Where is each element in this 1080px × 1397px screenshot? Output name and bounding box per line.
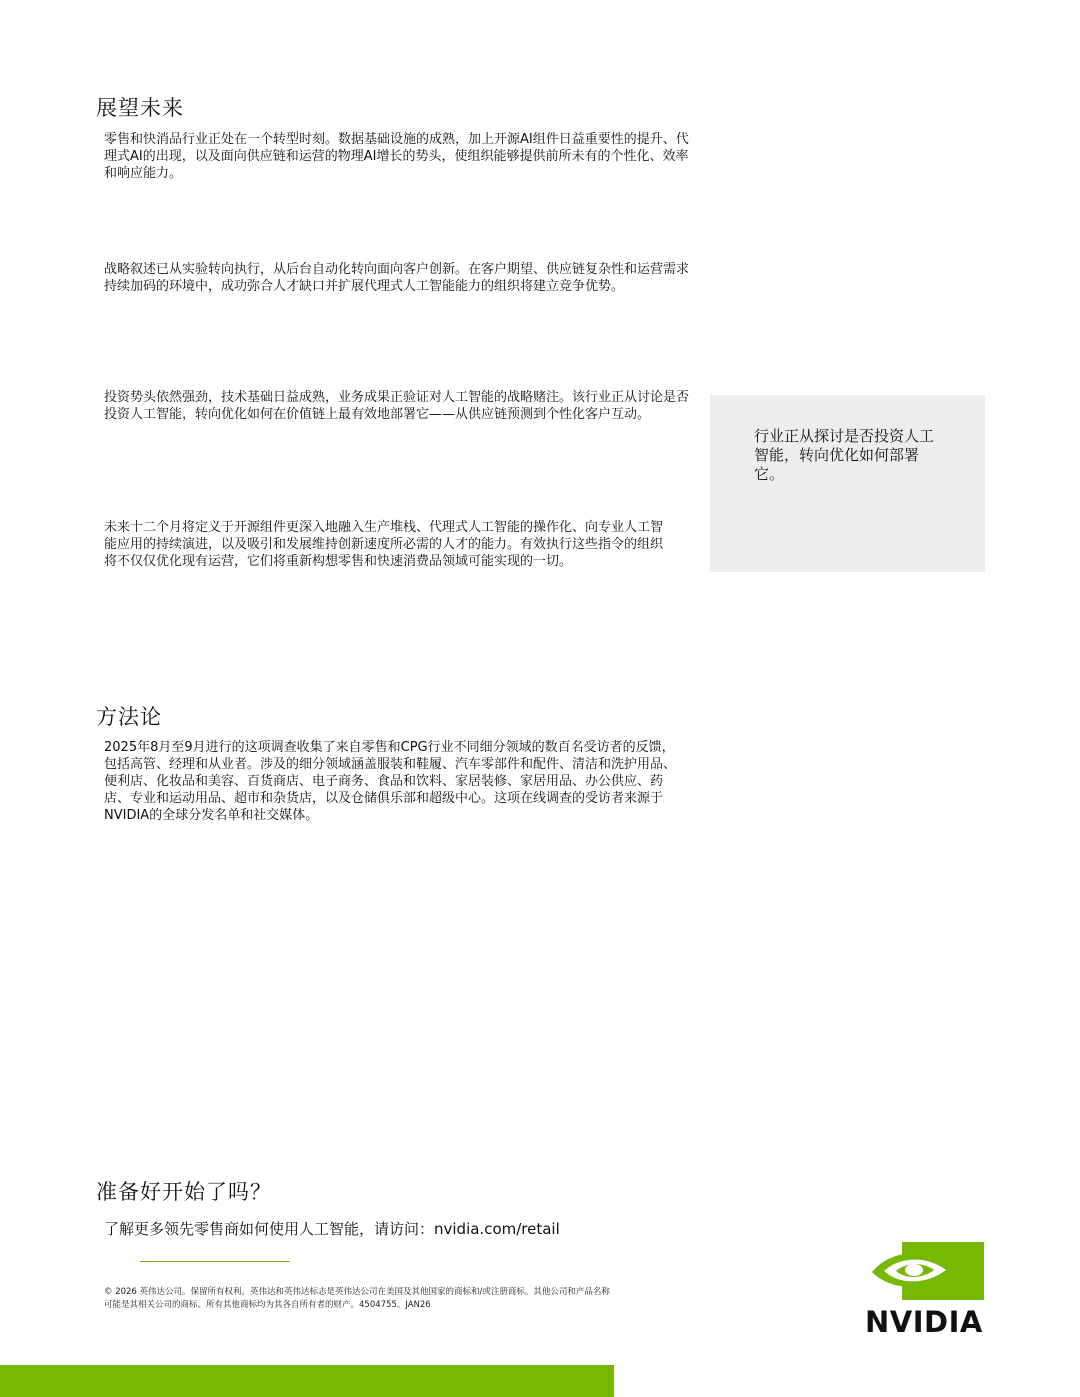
pullquote-box bbox=[710, 395, 985, 572]
nvidia-wordmark: NVIDIA bbox=[865, 1305, 983, 1339]
cta-link-text[interactable]: 了解更多领先零售商如何使用人工智能，请访问：nvidia.com/retail bbox=[104, 1220, 560, 1238]
methodology-paragraph: 2025年8月至9月进行的这项调查收集了来自零售和CPG行业不同细分领域的数百名受访者的反馈，包括高管、经理和从业者。涉及的细分领域涵盖服装和鞋履、汽车零部件和配件、清洁和洗护用品、便利店、化妆品和美容、百货商店、电子商务、食品和饮料、家居装修、家居用品、办公供应、药店、专业和运动用品、超市和杂货店，以及仓储俱乐部和超级中心。这项在线调查的受访者来源于NVIDIA的全球分发名单和社交媒体。 bbox=[104, 740, 677, 823]
methodology-heading: 方法论 bbox=[96, 705, 162, 729]
outlook-paragraph-2: 战略叙述已从实验转向执行，从后台自动化转向面向客户创新。在客户期望、供应链复杂性和运营需求持续加码的环境中，成功弥合人才缺口并扩展代理式人工智能能力的组织将建立竞争优势。 bbox=[104, 262, 690, 294]
footer-accent-bar bbox=[0, 1365, 614, 1397]
outlook-paragraph-1: 零售和快消品行业正处在一个转型时刻。数据基础设施的成熟，加上开源AI组件日益重要性的提升、代理式AI的出现，以及面向供应链和运营的物理AI增长的势头，使组织能够提供前所未有的个性化、效率和响应能力。 bbox=[104, 132, 689, 181]
outlook-heading: 展望未来 bbox=[96, 96, 184, 120]
link-underline bbox=[140, 1261, 290, 1262]
pullquote-text: 行业正从探讨是否投资人工智能，转向优化如何部署它。 bbox=[754, 427, 935, 483]
copyright-notice: © 2026 英伟达公司。保留所有权利。英伟达和英伟达标志是英伟达公司在美国及其他国家的商标和/或注册商标。其他公司和产品名称可能是其相关公司的商标。所有其他商标均为其各自所有者的财产。4504755。JAN26 bbox=[104, 1287, 610, 1310]
cta-heading: 准备好开始了吗？ bbox=[96, 1180, 272, 1204]
outlook-paragraph-4: 未来十二个月将定义于开源组件更深入地融入生产堆栈、代理式人工智能的操作化、向专业人工智能应用的持续演进，以及吸引和发展维持创新速度所必需的人才的能力。有效执行这些指令的组织将不仅仅优化现有运营，它们将重新构想零售和快速消费品领域可能实现的一切。 bbox=[104, 520, 664, 569]
outlook-paragraph-3: 投资势头依然强劲，技术基础日益成熟，业务成果正验证对人工智能的战略赌注。该行业正从讨论是否投资人工智能，转向优化如何在价值链上最有效地部署它——从供应链预测到个性化客户互动。 bbox=[104, 390, 690, 422]
